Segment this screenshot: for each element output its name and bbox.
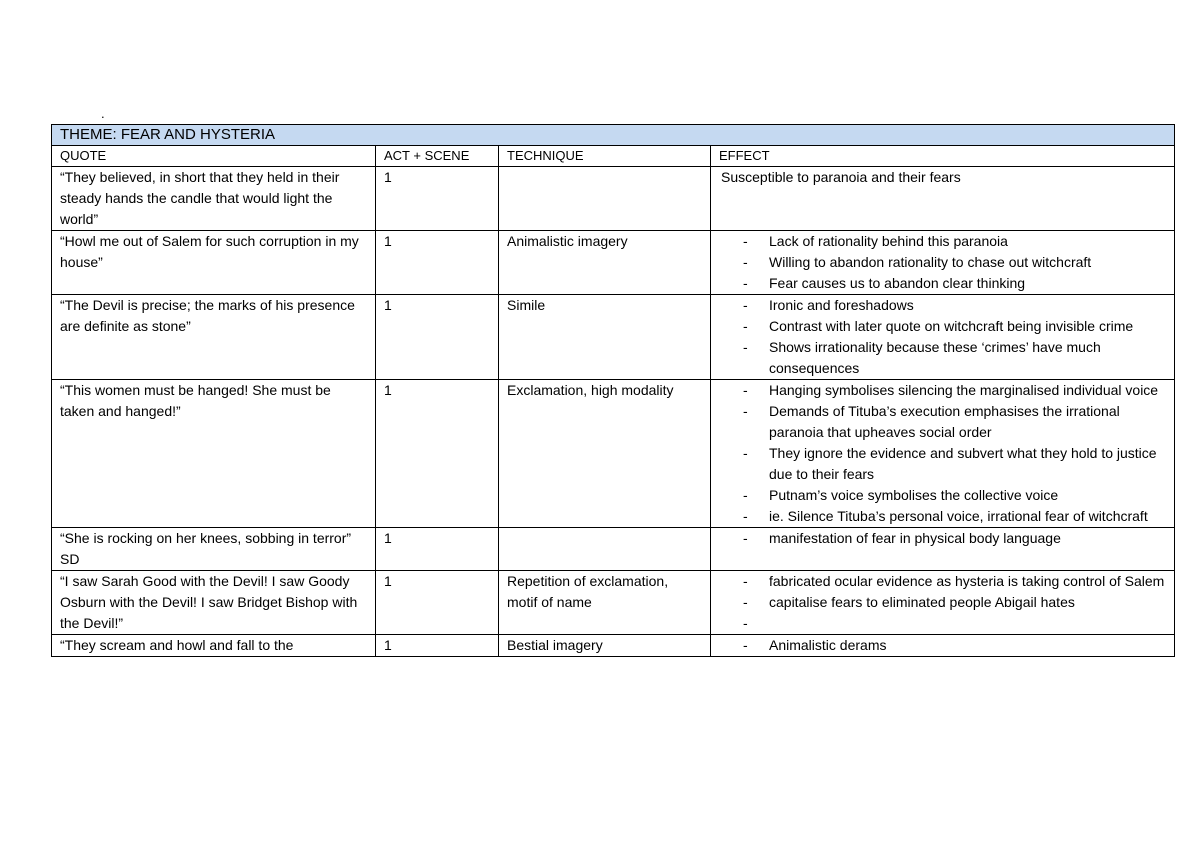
effect-cell <box>711 167 1175 231</box>
effect-item: - capitalise fears to eliminated people Abigail hates <box>743 594 1075 610</box>
effect-item: - Putnam’s voice symbolises the collective voice <box>743 487 1059 503</box>
effect-item: - Hanging symbolises silencing the marginalised individual voice <box>743 382 1159 398</box>
technique-cell: Bestial imagery <box>499 635 711 657</box>
effect-item: - <box>743 615 748 631</box>
effect-list <box>719 380 1166 527</box>
act-cell: 1 <box>376 635 499 657</box>
effect-cell <box>711 380 1175 528</box>
theme-title: THEME: FEAR AND HYSTERIA <box>52 125 1175 146</box>
technique-cell: Simile <box>499 295 711 380</box>
effect-list <box>719 635 1166 656</box>
effect-cell <box>711 231 1175 295</box>
quote-cell: “They believed, in short that they held in their steady hands the candle that would light the world” <box>52 167 376 231</box>
act-cell: 1 <box>376 167 499 231</box>
effect-item: - Animalistic derams <box>743 637 887 653</box>
effect-item: - Lack of rationality behind this paranoia <box>743 233 1008 249</box>
effect-item: - They ignore the evidence and subvert what they hold to justice due to their fears <box>743 445 1157 482</box>
technique-cell <box>499 528 711 571</box>
act-cell: 1 <box>376 231 499 295</box>
technique-cell: Exclamation, high modality <box>499 380 711 528</box>
quote-cell: “Howl me out of Salem for such corruption in my house” <box>52 231 376 295</box>
header-row <box>52 146 1175 167</box>
act-cell: 1 <box>376 295 499 380</box>
table-row <box>52 635 1175 657</box>
effect-cell <box>711 635 1175 657</box>
theme-table <box>51 124 1175 657</box>
table-row <box>52 528 1175 571</box>
effect-item: - ie. Silence Tituba’s personal voice, irrational fear of witchcraft <box>743 508 1148 524</box>
table-row <box>52 380 1175 528</box>
effect-list <box>719 231 1166 294</box>
effect-text: Susceptible to paranoia and their fears <box>721 169 961 185</box>
act-cell: 1 <box>376 380 499 528</box>
effect-item: - fabricated ocular evidence as hysteria is taking control of Salem <box>743 573 1165 589</box>
table-row <box>52 231 1175 295</box>
effect-cell <box>711 571 1175 635</box>
header-effect: EFFECT <box>711 146 1175 167</box>
header-quote: QUOTE <box>52 146 376 167</box>
quote-cell: “They scream and howl and fall to the <box>52 635 376 657</box>
act-cell: 1 <box>376 528 499 571</box>
effect-list <box>719 528 1166 549</box>
effect-item: - Shows irrationality because these ‘crimes’ have much consequences <box>743 339 1101 376</box>
effect-list <box>719 295 1166 379</box>
technique-cell <box>499 167 711 231</box>
effect-item: - manifestation of fear in physical body language <box>743 530 1061 546</box>
effect-item: - Willing to abandon rationality to chase out witchcraft <box>743 254 1092 270</box>
header-technique: TECHNIQUE <box>499 146 711 167</box>
quote-cell: “The Devil is precise; the marks of his presence are definite as stone” <box>52 295 376 380</box>
effect-list <box>719 571 1166 634</box>
technique-cell: Animalistic imagery <box>499 231 711 295</box>
table-row <box>52 167 1175 231</box>
technique-cell: Repetition of exclamation, motif of name <box>499 571 711 635</box>
effect-cell <box>711 528 1175 571</box>
effect-item: - Contrast with later quote on witchcraft being invisible crime <box>743 318 1134 334</box>
effect-cell <box>711 295 1175 380</box>
effect-item: - Demands of Tituba’s execution emphasises the irrational paranoia that upheaves social order <box>743 403 1120 440</box>
effect-item: - Fear causes us to abandon clear thinking <box>743 275 1026 291</box>
quote-cell: “This women must be hanged! She must be taken and hanged!” <box>52 380 376 528</box>
quote-cell: “I saw Sarah Good with the Devil! I saw Goody Osburn with the Devil! I saw Bridget Bishop with the Devil!” <box>52 571 376 635</box>
act-cell: 1 <box>376 571 499 635</box>
table-row <box>52 295 1175 380</box>
effect-item: - Ironic and foreshadows <box>743 297 914 313</box>
quote-cell: “She is rocking on her knees, sobbing in terror” SD <box>52 528 376 571</box>
stray-mark: . <box>101 106 105 121</box>
table-row <box>52 571 1175 635</box>
header-act-scene: ACT + SCENE <box>376 146 499 167</box>
